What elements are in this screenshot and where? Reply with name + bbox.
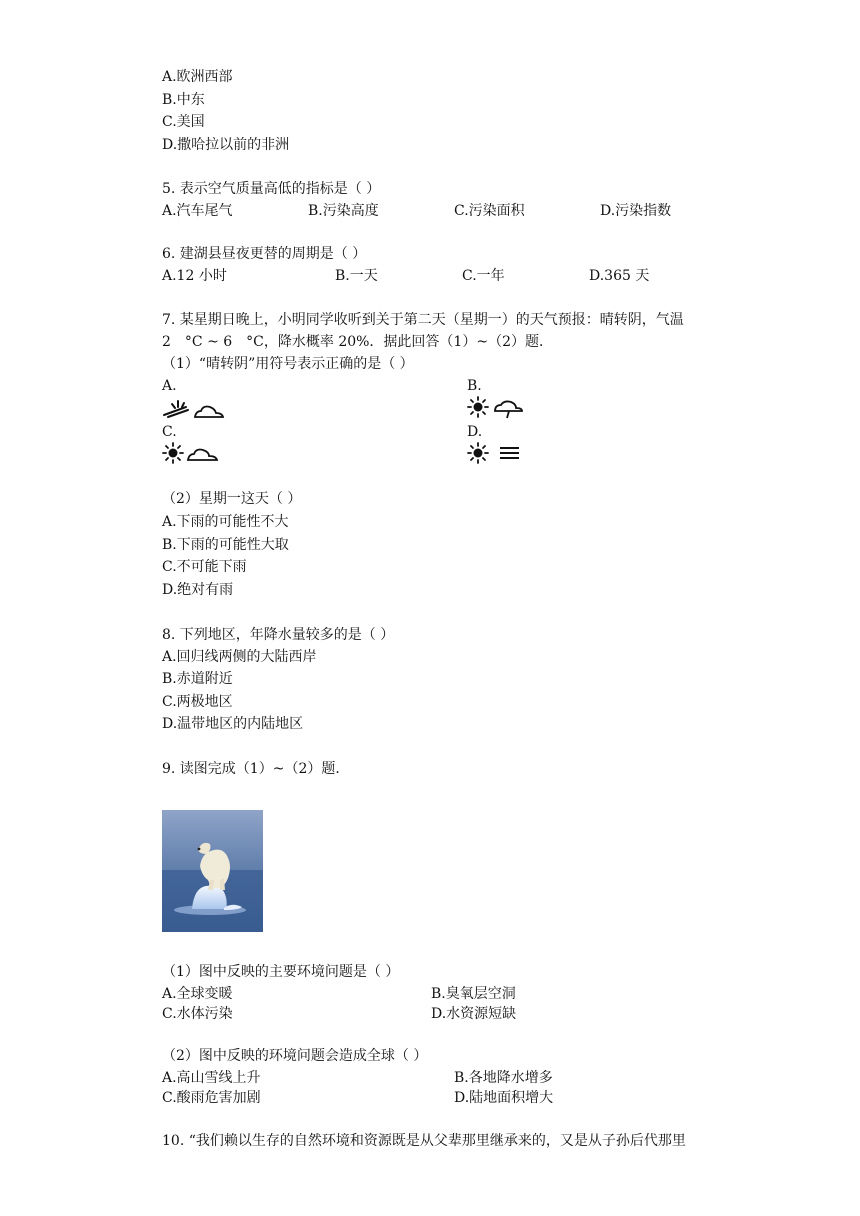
q7-sub2-option-b: B.下雨的可能性大取	[162, 537, 289, 553]
q7-sub1-option-a-label: A.	[162, 378, 177, 394]
q8-option-d: D.温带地区的内陆地区	[162, 716, 304, 732]
sunny-and-cloudy-weather-icon	[162, 441, 224, 465]
q9-stem: 9. 读图完成（1）~（2）题．	[162, 761, 350, 777]
q7-stem-line1: 7. 某星期日晚上，小明同学收听到关于第二天（星期一）的天气预报：晴转阴，气温	[162, 312, 684, 328]
q8-option-a: A.回归线两侧的大陆西岸	[162, 649, 317, 665]
q7-sub2-option-c: C.不可能下雨	[162, 559, 247, 575]
q8-stem: 8. 下列地区，年降水量较多的是（ ）	[162, 627, 395, 643]
q6-option-d: D.365 天	[589, 268, 650, 284]
q5-stem: 5. 表示空气质量高低的指标是（ ）	[162, 181, 381, 197]
polar-bear-on-ice-photo	[162, 810, 263, 932]
q6-option-a: A.12 小时	[162, 268, 227, 284]
q4-option-b: B.中东	[162, 92, 205, 108]
q6-stem: 6. 建湖县昼夜更替的周期是（ ）	[162, 246, 367, 262]
q4-option-c: C.美国	[162, 114, 205, 130]
q9-sub1-option-d: D.水资源短缺	[431, 1006, 517, 1022]
sunny-and-fog-weather-icon	[467, 441, 525, 465]
q6-option-c: C.一年	[462, 268, 505, 284]
q7-sub2-option-d: D.绝对有雨	[162, 582, 234, 598]
q9-sub1-option-b: B.臭氧层空洞	[431, 986, 516, 1002]
q5-option-d: D.污染指数	[600, 203, 672, 219]
q8-option-b: B.赤道附近	[162, 671, 233, 687]
q8-option-c: C.两极地区	[162, 694, 233, 710]
q6-option-b: B.一天	[335, 268, 378, 284]
q10-stem: 10. “我们赖以生存的自然环境和资源既是从父辈那里继承来的，又是从子孙后代那里	[162, 1133, 686, 1149]
q7-stem-line2: 2 °C ~ 6 °C，降水概率 20%．据此回答（1）~（2）题．	[162, 334, 553, 350]
q9-sub2-option-a: A.高山雪线上升	[162, 1070, 261, 1086]
q7-sub2-option-a: A.下雨的可能性不大	[162, 514, 289, 530]
sunny-and-shower-weather-icon	[467, 396, 527, 420]
q9-sub2-option-c: C.酸雨危害加剧	[162, 1090, 261, 1106]
q7-sub1-option-d-label: D.	[467, 424, 483, 440]
q9-sub1-option-a: A.全球变暖	[162, 986, 233, 1002]
q4-option-a: A.欧洲西部	[162, 69, 233, 85]
q7-sub1-stem: （1）“晴转阴”用符号表示正确的是（ ）	[162, 356, 414, 372]
q7-sub1-option-b-label: B.	[467, 378, 482, 394]
q7-sub2-stem: （2）星期一这天（ ）	[162, 491, 302, 507]
q5-option-a: A.汽车尾气	[162, 203, 233, 219]
q5-option-c: C.污染面积	[454, 203, 525, 219]
q9-sub1-stem: （1）图中反映的主要环境问题是（ ）	[162, 964, 400, 980]
q9-sub2-stem: （2）图中反映的环境问题会造成全球（ ）	[162, 1048, 428, 1064]
q7-sub1-option-c-label: C.	[162, 424, 177, 440]
q9-sub2-option-b: B.各地降水增多	[454, 1070, 553, 1086]
q5-option-b: B.污染高度	[308, 203, 379, 219]
q9-sub2-option-d: D.陆地面积增大	[454, 1090, 554, 1106]
q4-option-d: D.撒哈拉以前的非洲	[162, 137, 290, 153]
dust-and-cloudy-weather-icon	[162, 398, 226, 420]
q9-sub1-option-c: C.水体污染	[162, 1006, 233, 1022]
